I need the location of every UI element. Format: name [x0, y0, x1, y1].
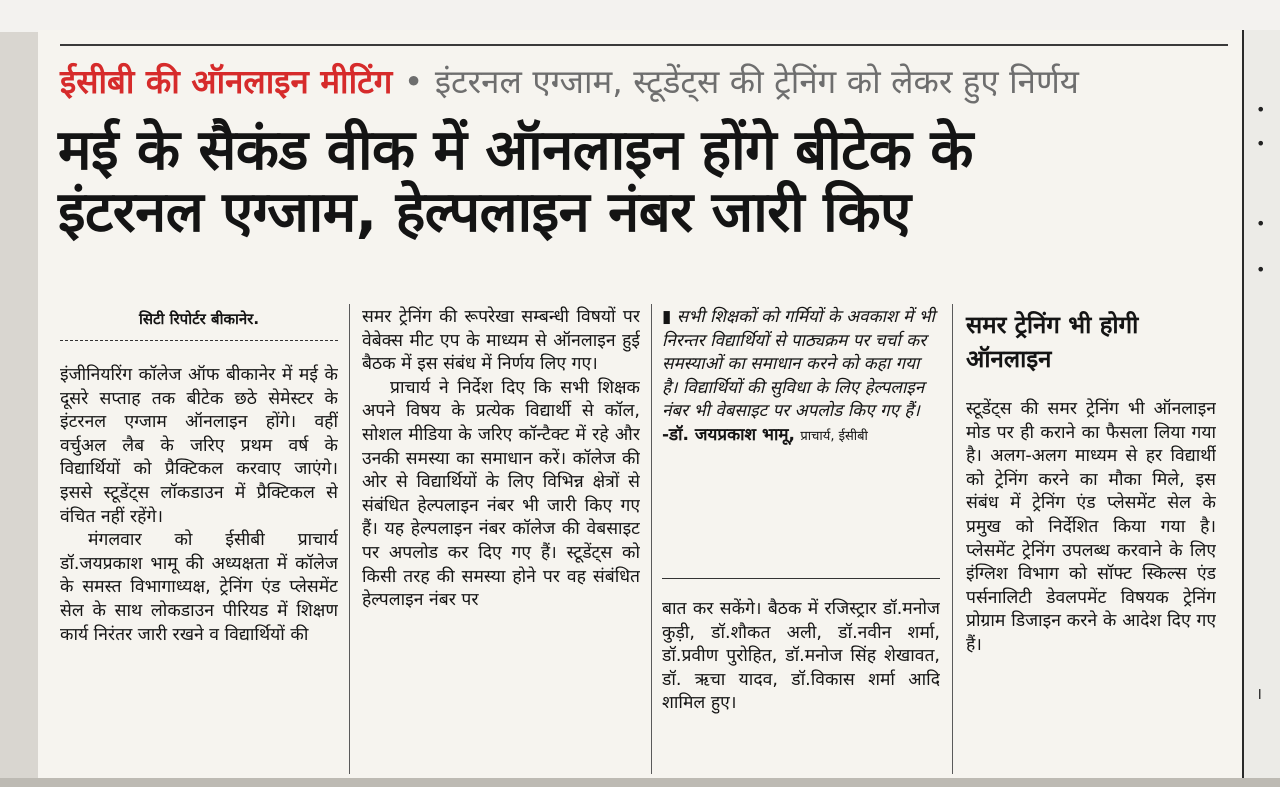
pull-quote	[662, 306, 940, 448]
top-strip	[0, 0, 1280, 32]
column-2-paragraph-1: समर ट्रेनिंग की रूपरेखा सम्बन्धी विषयों पर वेबेक्स मीट एप के माध्यम से ऑनलाइन हुई बैठक में इस संबंध में निर्णय लिए गए।	[362, 307, 640, 375]
column-1-paragraph-2: मंगलवार को ईसीबी प्राचार्य डॉ.जयप्रकाश भामू की अध्यक्षता में कॉलेज के समस्त विभागाध्यक्ष, ट्रेनिंग एंड प्लेसमेंट सेल के साथ लोकडाउन पीरियड में शिक्षण कार्य निरंतर जारी रखने व विद्यार्थियों की	[60, 530, 338, 645]
headline	[58, 120, 1228, 244]
adjacent-column-edge	[1242, 30, 1280, 780]
column-3-paragraph-1: बात कर सकेंगे। बैठक में रजिस्ट्रार डॉ.मनोज कुड़ी, डॉ.शौकत अली, डॉ.नवीन शर्मा, डॉ.प्रवीण पुरोहित, डॉ.मनोज सिंह शेखावत, डॉ. ऋचा यादव, डॉ.विकास शर्मा आदि शामिल हुए।	[662, 599, 940, 714]
kicker-red: ईसीबी की ऑनलाइन मीटिंग	[60, 62, 393, 101]
sidebar-column	[966, 398, 1216, 778]
column-2-paragraph-2: प्राचार्य ने निर्देश दिए कि सभी शिक्षक अपने विषय के प्रत्येक विद्यार्थी से कॉल, सोशल मीडिया के जरिए कॉन्टैक्ट में रहे और उनकी समस्या का समाधान करें। कॉलेज की ओर से विद्यार्थियों के लिए विभिन्न क्षेत्रों से संबंधित हेल्पलाइन नंबर भी जारी किए गए हैं। यह हेल्पलाइन नंबर कॉलेज की वेबसाइट पर अपलोड कर दिए गए हैं। स्टूडेंट्स को किसी तरह की समस्या होने पर वह संबंधित हेल्पलाइन नंबर पर	[362, 377, 640, 611]
headline-line-1: मई के सैकंड वीक में ऑनलाइन होंगे बीटेक के	[58, 118, 973, 183]
quote-role: प्राचार्य, ईसीबी	[800, 428, 868, 444]
column-divider	[349, 304, 350, 774]
top-rule	[60, 44, 1228, 46]
quote-text: सभी शिक्षकों को गर्मियों के अवकाश में भी निरन्तर विद्यार्थियों से पाठ्यक्रम पर चर्चा कर समस्याओं का समाधान करने को कहा गया है। विद्यार्थियों की सुविधा के लिए हेल्पलाइन नंबर भी वेबसाइट पर अपलोड किए गए हैं।	[662, 307, 935, 421]
quote-author: -डॉ. जयप्रकाश भामू,	[662, 424, 795, 445]
byline: सिटी रिपोर्टर बीकानेर.	[138, 310, 260, 328]
edge-mark: •	[1256, 260, 1266, 279]
sidebar-paragraph-1: स्टूडेंट्स की समर ट्रेनिंग भी ऑनलाइन मोड पर ही कराने का फैसला लिया गया है। अलग-अलग माध्यम से हर विद्यार्थी को ट्रेनिंग करने का मौका मिले, इस संबंध में ट्रेनिंग एंड प्लेसमेंट सेल के प्रमुख को निर्देशित किया गया है। प्लेसमेंट ट्रेनिंग उपलब्ध करवाने के लिए इंग्लिश विभाग को सॉफ्ट स्किल्स एंड पर्सनालिटी डेवलपमेंट विषयक ट्रेनिंग प्रोग्राम डिजाइन करने के आदेश दिए गए हैं।	[966, 399, 1216, 655]
edge-mark: •	[1256, 100, 1266, 119]
kicker-bullet: •	[403, 62, 424, 101]
sidebar-subhead: समर ट्रेनिंग भी होगी ऑनलाइन	[966, 311, 1139, 373]
byline-rule	[60, 340, 338, 341]
column-divider	[952, 304, 953, 774]
column-1	[60, 364, 338, 778]
edge-mark: •	[1256, 134, 1266, 153]
quote-rule	[662, 578, 940, 579]
column-2	[362, 306, 640, 778]
edge-mark: ।	[1256, 684, 1263, 703]
headline-line-2: इंटरनल एग्जाम, हेल्पलाइन नंबर जारी किए	[58, 180, 911, 245]
edge-mark: •	[1256, 214, 1266, 233]
column-1-paragraph-1: इंजीनियरिंग कॉलेज ऑफ बीकानेर में मई के दूसरे सप्ताह तक बीटेक छठे सेमेस्टर के इंटरनल एग्जाम ऑनलाइन होंगे। वहीं वर्चुअल लैब के जरिए प्रथम वर्ष के विद्यार्थियों को प्रैक्टिकल करवाए जाएंगे। इससे स्टूडेंट्स लॉकडाउन में प्रैक्टिकल से वंचित नहीं रहेंगे।	[60, 365, 338, 527]
column-divider	[651, 304, 652, 774]
bottom-shadow	[0, 778, 1280, 787]
kicker-gray: इंटरनल एग्जाम, स्टूडेंट्स की ट्रेनिंग को लेकर हुए निर्णय	[434, 62, 1079, 101]
kicker-line	[60, 56, 1228, 108]
column-3	[662, 598, 940, 778]
quote-marker: ▮	[662, 307, 672, 327]
